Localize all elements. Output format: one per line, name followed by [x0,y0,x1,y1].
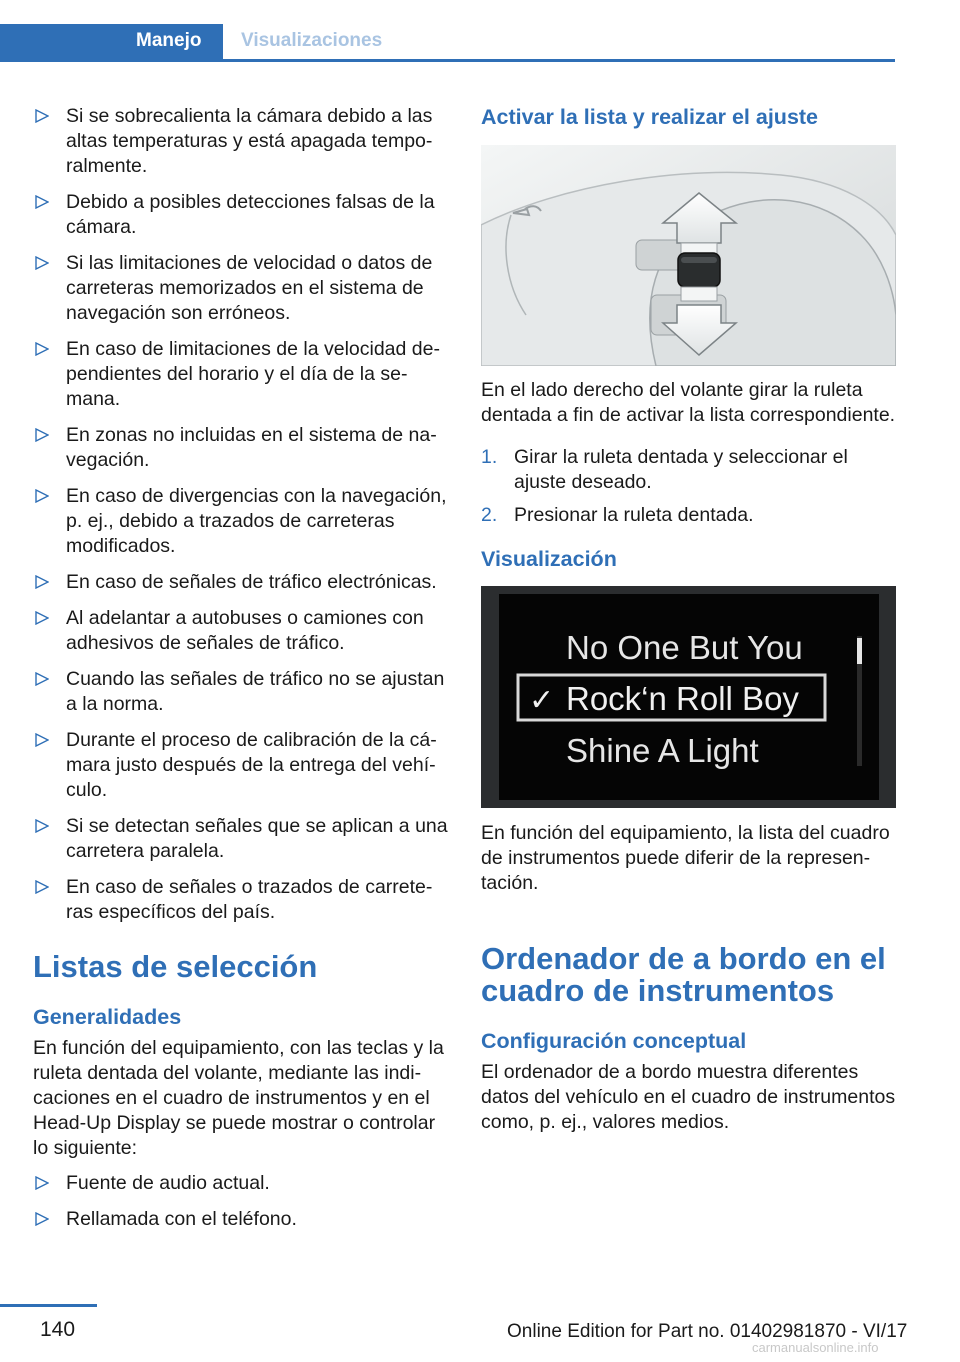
list-item-text: En zonas no incluidas en el sistema de navegación. [66,424,437,471]
bullet-triangle-icon [35,489,49,503]
bullet-triangle-icon [35,342,49,356]
list-item [33,875,451,925]
page-header [0,0,960,62]
list-item-text: Si las limitaciones de velocidad o datos de carreteras memorizados en el sistema de navegación son erróneos. [66,252,433,324]
watermark: carmanualsonline.info [752,1340,879,1355]
step-item [481,503,899,528]
bullet-triangle-icon [35,611,49,625]
list-item-text: Rellamada con el teléfono. [66,1208,297,1230]
list-item [33,570,451,595]
step-text: Presionar la ruleta dentada. [514,504,754,526]
bullet-triangle-icon [35,733,49,747]
display-paragraph: En función del equipamiento, la lista del cuadro de instrumentos puede diferir de la representación. [481,822,890,894]
list-item-text: Al adelantar a autobuses o camiones con adhesivos de señales de tráfico. [66,607,424,654]
list-item [33,104,451,179]
step-number: 2. [481,504,498,526]
step-number: 1. [481,446,498,468]
tab-visualizaciones-label: Visualizaciones [241,30,383,51]
footer-rule [0,1304,97,1307]
concept-paragraph: El ordenador de a bordo muestra diferentes datos del vehículo en el cuadro de instrumentos como, p. ej., valores medios. [481,1061,896,1133]
tab-manejo-label: Manejo [136,30,202,51]
limitations-list [33,104,451,925]
list-item-text: Si se detectan señales que se aplican a una carretera paralela. [66,815,448,862]
list-item [33,1171,451,1196]
header-rule [0,59,895,62]
computer-title: Ordenador de a bordo en el cuadro de instrumentos [481,941,886,1008]
steps-list [481,445,899,528]
bullet-triangle-icon [35,1212,49,1226]
instrument-display-image [481,586,896,808]
step-text: Girar la ruleta dentada y seleccionar el ajuste deseado. [514,446,848,493]
list-item [33,814,451,864]
list-item [33,667,451,717]
display-item-1: No One But You [566,629,803,666]
list-item-text: Si se sobrecalienta la cámara debido a las altas temperaturas y está apagada temporalmente. [66,105,433,177]
list-item-text: En caso de limitaciones de la velocidad dependientes del horario y el día de la semana. [66,338,440,410]
list-item-text: Fuente de audio actual. [66,1172,270,1194]
display-scrollbar-thumb [857,638,862,664]
bullet-triangle-icon [35,575,49,589]
bullet-triangle-icon [35,428,49,442]
activate-title: Activar la lista y realizar el ajuste [481,105,819,129]
list-item [33,1207,451,1232]
right-column [481,104,899,1135]
list-item [33,728,451,803]
steering-wheel-image [481,145,896,366]
bullet-triangle-icon [35,256,49,270]
section-title: Listas de selección [33,949,318,984]
bullet-triangle-icon [35,819,49,833]
list-item [33,606,451,656]
check-icon: ✓ [529,683,555,718]
bullet-triangle-icon [35,195,49,209]
step-item [481,445,899,495]
concept-title: Configuración conceptual [481,1029,747,1053]
list-item-text: Durante el proceso de calibración de la cámara justo después de la entrega del vehículo. [66,729,437,801]
list-item [33,423,451,473]
activate-paragraph: En el lado derecho del volante girar la ruleta dentada a fin de activar la lista correspondiente. [481,379,896,426]
left-column [33,104,451,1243]
features-list [33,1171,451,1232]
edition-text: Online Edition for Part no. 01402981870 - VI/17 [507,1321,908,1342]
bullet-triangle-icon [35,1176,49,1190]
list-item-text: En caso de señales de tráfico electrónicas. [66,571,437,593]
list-item [33,337,451,412]
display-title: Visualización [481,547,617,571]
list-item-text: Debido a posibles detecciones falsas de la cámara. [66,191,435,238]
list-item [33,190,451,240]
page-number: 140 [40,1318,76,1341]
list-item [33,251,451,326]
display-item-2: Rock‘n Roll Boy [566,680,799,717]
intro-paragraph: En función del equipamiento, con las teclas y la ruleta dentada del volante, mediante las indicaciones en el cuadro de instrumentos y en el Head-Up Display se puede mostrar o controlar lo siguiente: [33,1037,444,1159]
bullet-triangle-icon [35,880,49,894]
list-item [33,484,451,559]
list-item-text: Cuando las señales de tráfico no se ajustan a la norma. [66,668,445,715]
display-item-3: Shine A Light [566,732,759,769]
list-item-text: En caso de señales o trazados de carreteras específicos del país. [66,876,433,923]
list-item-text: En caso de divergencias con la navegación, p. ej., debido a trazados de carreteras modificados. [66,485,447,557]
bullet-triangle-icon [35,672,49,686]
bullet-triangle-icon [35,109,49,123]
subsection-title: Generalidades [33,1005,182,1029]
